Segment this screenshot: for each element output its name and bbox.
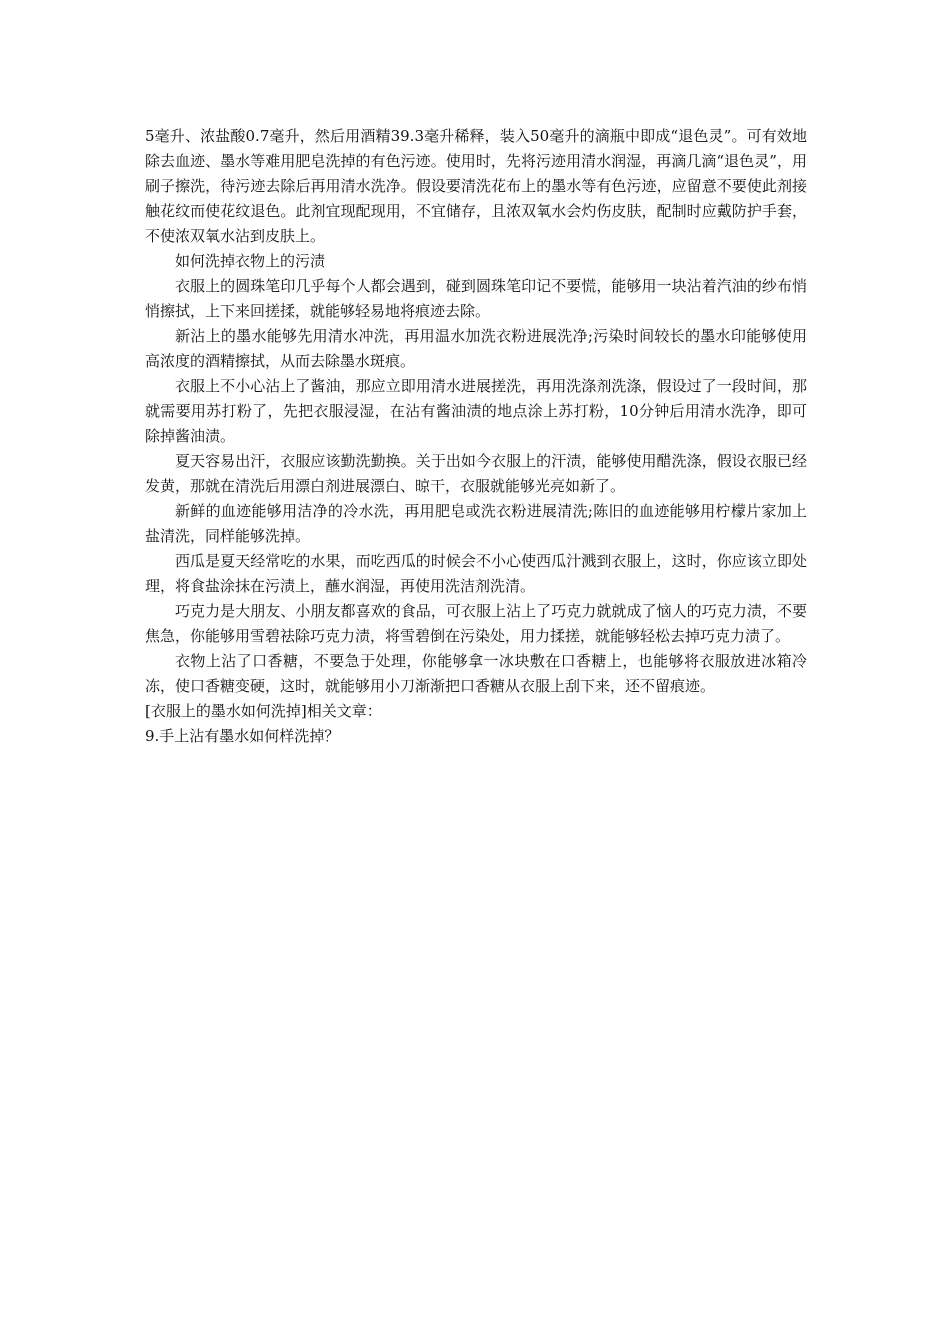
related-articles-heading: [衣服上的墨水如何洗掉]相关文章： [145, 702, 382, 720]
paragraph-soy-sauce: 衣服上不小心沾上了酱油，那应立即用清水进展搓洗，再用洗涤剂洗涤，假设过了一段时间，那就需要用苏打粉了，先把衣服浸湿，在沾有酱油渍的地点涂上苏打粉，10分钟后用清水洗净，即可除掉酱油渍。 [145, 377, 807, 445]
related-article-item: 9.手上沾有墨水如何样洗掉？ [145, 727, 340, 745]
paragraph-ink: 新沾上的墨水能够先用清水冲洗，再用温水加洗衣粉进展洗净;污染时间较长的墨水印能够使用高浓度的酒精擦拭，从而去除墨水斑痕。 [145, 327, 807, 370]
document-body [145, 124, 807, 749]
paragraph-sweat: 夏天容易出汗，衣服应该勤洗勤换。关于出如今衣服上的汗渍，能够使用醋洗涤，假设衣服已经发黄，那就在清洗后用漂白剂进展漂白、晾干，衣服就能够光亮如新了。 [145, 452, 807, 495]
paragraph-gum: 衣物上沾了口香糖，不要急于处理，你能够拿一冰块敷在口香糖上，也能够将衣服放进冰箱冷冻，使口香糖变硬，这时，就能够用小刀渐渐把口香糖从衣服上刮下来，还不留痕迹。 [145, 652, 807, 695]
paragraph-watermelon: 西瓜是夏天经常吃的水果，而吃西瓜的时候会不小心使西瓜汁溅到衣服上，这时，你应该立即处理，将食盐涂抹在污渍上，蘸水润湿，再使用洗洁剂洗清。 [145, 552, 807, 595]
paragraph-ballpoint: 衣服上的圆珠笔印几乎每个人都会遇到，碰到圆珠笔印记不要慌，能够用一块沾着汽油的纱布悄悄擦拭，上下来回搓揉，就能够轻易地将痕迹去除。 [145, 277, 807, 320]
paragraph-blood: 新鲜的血迹能够用洁净的冷水洗，再用肥皂或洗衣粉进展清洗;陈旧的血迹能够用柠檬片家加上盐清洗，同样能够洗掉。 [145, 502, 807, 545]
section-heading: 如何洗掉衣物上的污渍 [175, 252, 326, 270]
paragraph-continuation: 5毫升、浓盐酸0.7毫升，然后用酒精39.3毫升稀释，装入50毫升的滴瓶中即成“退色灵”。可有效地除去血迹、墨水等难用肥皂洗掉的有色污迹。使用时，先将污迹用清水润湿，再滴几滴“退色灵”，用刷子擦洗，待污迹去除后再用清水洗净。假设要清洗花布上的墨水等有色污迹，应留意不要使此剂接触花纹而使花纹退色。此剂宜现配现用，不宜储存，且浓双氧水会灼伤皮肤，配制时应戴防护手套，不使浓双氧水沾到皮肤上。 [145, 127, 807, 245]
paragraph-chocolate: 巧克力是大朋友、小朋友都喜欢的食品，可衣服上沾上了巧克力就就成了恼人的巧克力渍，不要焦急，你能够用雪碧祛除巧克力渍，将雪碧倒在污染处，用力揉搓，就能够轻松去掉巧克力渍了。 [145, 602, 807, 645]
